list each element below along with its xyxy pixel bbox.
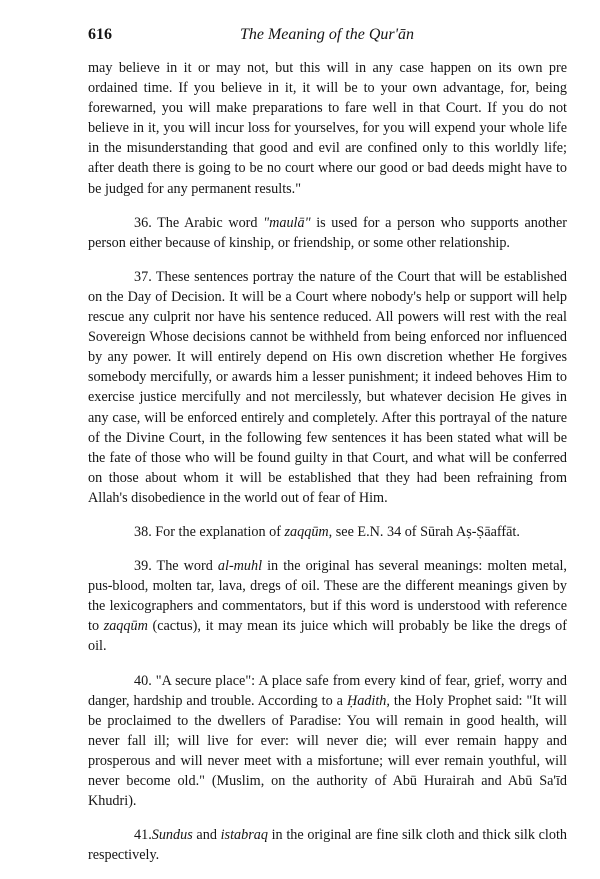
italic-term: zaqqūm,: [284, 523, 333, 540]
running-title: The Meaning of the Qur'ān: [239, 26, 415, 43]
italic-term: al-muhl: [217, 558, 263, 575]
text-run: in the original are fine silk cloth and thick silk cloth respectively.: [88, 827, 567, 864]
text-run: may believe in it or may not, but this will in any case happen on its own pre ordained time. If you believe in it, it will be to your own advantage, for, being forewarned, you will make preparations to fare well in that Court. If you do not believe in it, you will incur loss for yourselves, for you will expend your whole life in the misunderstanding that good and evil are confined only to this worldly life; after death there is going to be no court where our good or bad deeds might have to be judged for any permanent results.": [88, 60, 567, 197]
note-paragraph: [88, 825, 567, 865]
note-paragraph: [88, 522, 567, 542]
text-run: 37. These sentences portray the nature of the Court that will be established on the Day of Decision. It will be a Court where nobody's help or support will help rescue any culprit nor have his sentence reduced. All powers will rest with the real Sovereign Whose decisions cannot be withheld from being enforced nor influenced by any power. It will entirely depend on His own discretion whether He forgives somebody mercifully, or awards him a lesser punishment; it indeed behoves Him to exercise justice mercifully and not mercilessly, but whatever decision He gives in any case, will be enforced entirely and completely. After this portrayal of the nature of the Divine Court, in the following few sentences it has been stated what will be the fate of those who will be found guilty in that Court, and what will be conferred on those about whom it will be established that they had been refraining from Allah's disobedience in the world out of fear of Him.: [88, 268, 567, 506]
text-run: 41.: [134, 827, 152, 844]
note-paragraph: [88, 267, 567, 508]
page-header: [88, 26, 566, 50]
text-run: 39. The word: [134, 558, 218, 575]
text-run: the Holy Prophet said: "It will be proclaimed to the dwellers of Paradise: You will remain in good health, will never fall ill; will live for ever: will never die; will ever remain happy and prosperous and will never meet with a misfortune; will ever remain youthful, will never become old." (Muslim, on the authority of Abū Hurairah and Abū Sa'īd Khudri).: [88, 692, 567, 810]
text-run: and: [192, 827, 221, 844]
note-paragraph: [88, 556, 567, 656]
page-body: [88, 58, 567, 879]
italic-term: Sundus: [151, 827, 193, 844]
italic-term: "maulā": [263, 214, 311, 231]
text-run: 36. The Arabic word: [134, 214, 264, 231]
italic-term: zaqqūm: [103, 618, 148, 635]
italic-term: istabraq: [220, 827, 268, 844]
italic-term: Ḥadith,: [346, 692, 390, 709]
text-run: is used for a person who supports another person either because of kinship, or friendship, or some other relationship.: [88, 214, 567, 251]
text-run: 38. For the explanation of: [134, 523, 285, 540]
note-paragraph: [88, 671, 567, 812]
note-paragraph: [88, 58, 567, 199]
text-run: in the original has several meanings: molten metal, pus-blood, molten tar, lava, dregs of oil. These are the different meanings given by the lexicographers and commentators, but if this word is understood with reference to: [88, 558, 567, 635]
text-run: see E.N. 34 of Sūrah Aṣ-Ṣāaffāt.: [332, 523, 520, 540]
text-run: (cactus), it may mean its juice which will probably be like the dregs of oil.: [88, 618, 567, 655]
note-paragraph: [88, 213, 567, 253]
text-run: 40. "A secure place": A place safe from every kind of fear, grief, worry and danger, hardship and trouble. According to a: [88, 672, 567, 709]
page-number: 616: [88, 26, 112, 43]
